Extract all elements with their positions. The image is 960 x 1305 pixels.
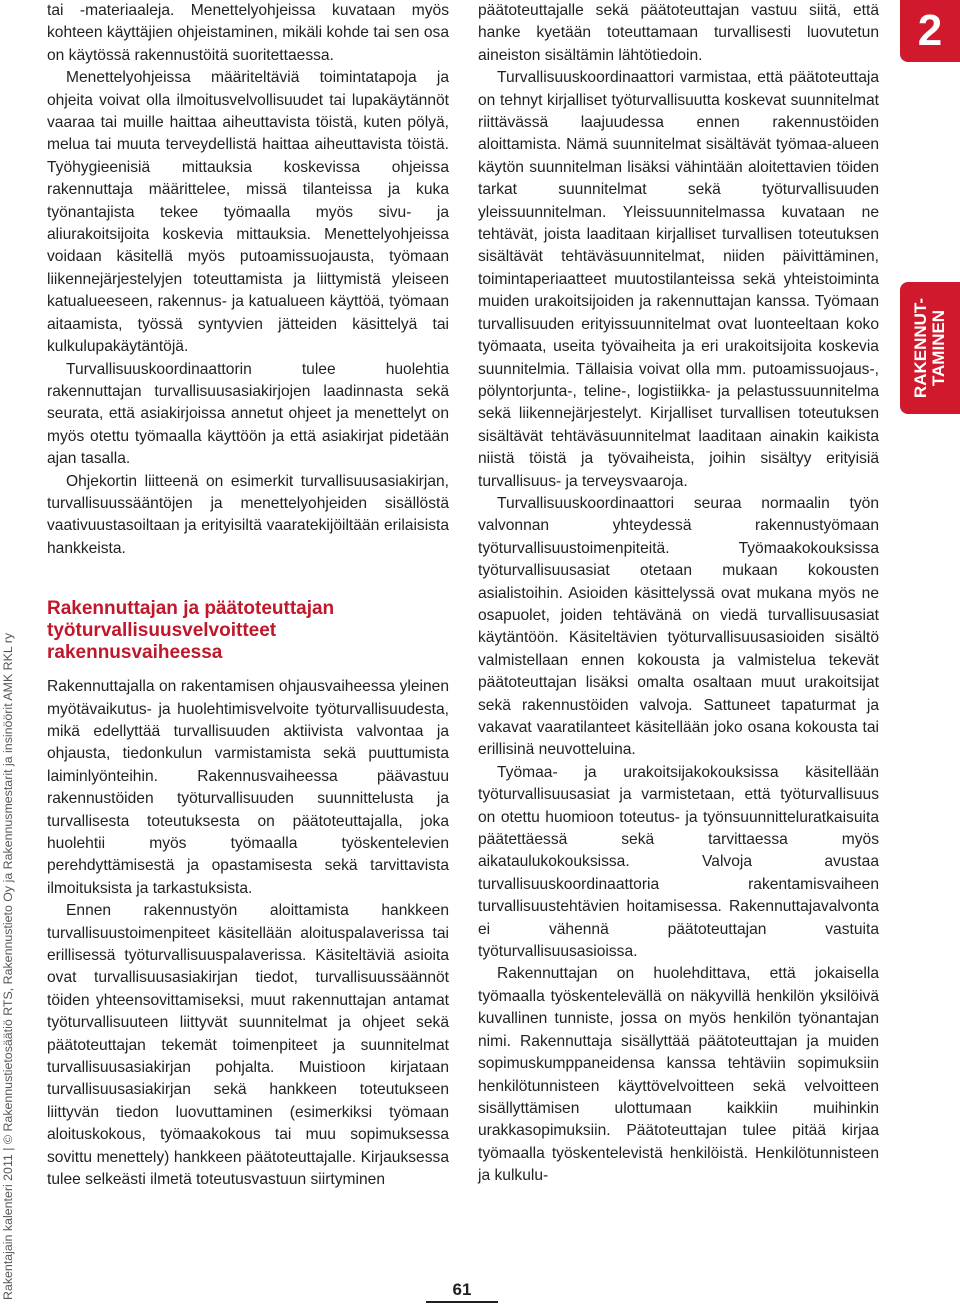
- body-paragraph: Työmaa- ja urakoitsijakokouksissa käsitellään työturvallisuusasiat ja varmistetaan, että työturvallisuus on otettu huomioon toteutus- ja työnsuunnitteluratkaisuita päätettäessä sekä tarvittaessa myös aikataulukokouksissa. Valvoja avustaa turvallisuuskoordinaattoria rakentamisvaiheen turvallisuustehtävien hoitamisessa. Rakennuttajavalvonta ei vähennä päätoteuttajan vastuita työturvallisuusasioissa.: [478, 763, 879, 961]
- body-paragraph: päätoteuttajalle sekä päätoteuttajan vastuu siitä, että hanke kyetään toteuttamaan turvallisesti luovutetun aineiston sisältämin lähtötiedoin.: [478, 2, 879, 64]
- body-paragraph: Turvallisuuskoordinaattori seuraa normaalin työn valvonnan yhteydessä rakennustyömaan työturvallisuustoimenpiteitä. Työmaakokouksissa työturvallisuusasiat otetaan mukaan kokousten asialistoihin. Asioiden käsittelyssä ovat mukana myös ne osapuolet, joiden tehtävänä on viedä turvallisuusasiat käytäntöön. Käsiteltävien työturvallisuusasioiden sisältö valmistellaan ennen kokousta ja valmistelua tekevät päätoteuttajan lisäksi omalta osaltaan muut urakoitsijat sekä rakennustöiden valvoja. Sattuneet tapaturmat ja vakavat vaaratilanteet käsitellään joko osana kokousta tai erillisinä neuvotteluina.: [478, 494, 879, 759]
- left-text-column: [47, 0, 449, 1192]
- body-paragraph: Rakennuttajan on huolehdittava, että jokaisella työmaalla työskentelevällä on näkyvillä henkilön yksilöivä kuvallinen tunniste, jossa on myös henkilön työnantajan nimi. Rakennuttaja sisällyttää päätoteuttajan ja muiden sopimuskumppaneidensa kanssa tehtäviin sopimuksiin henkilötunnisteen käyttövelvoitteen sekä velvoitteen sisällyttämisen ulottumaan kaikkiin muihinkin urakkasopimuksiin. Päätoteuttajan tulee pitää kirjaa työmaalla työskentelevistä henkilöistä. Henkilötunnisteen ja kulkulu-: [478, 965, 879, 1185]
- chapter-number-tab: 2: [900, 0, 960, 62]
- body-paragraph: Rakennuttajalla on rakentamisen ohjausvaiheessa yleinen myötävaikutus- ja huolehtimisvelvoite työturvallisuudesta, mikä edellyttää turvallisuuden aktiivista valvontaa ja ohjausta, tiedonkulun varmistamista sekä puuttumista laiminlyönteihin. Rakennusvaiheessa päävastuu rakennustöiden työturvallisuuden suunnittelusta ja turvallisesta toteutuksesta on päätoteuttajalla, joka huolehtii myös työmaalla työskentelevien perehdyttämisestä ja opastamisesta sekä tarvittavista ilmoituksista ja tarkastuksista.: [47, 678, 449, 897]
- section-label: RAKENNUT- TAMINEN: [911, 297, 948, 399]
- body-paragraph: Turvallisuuskoordinaattorin tulee huolehtia rakennuttajan turvallisuusasiakirjojen laadinnasta sekä seurata, että asiakirjoissa annetut ohjeet ja menettelyt on myös otettu työmaalla käyttöön ja että asiakirjat pidetään ajan tasalla.: [47, 360, 449, 468]
- body-paragraph: Menettelyohjeissa määriteltäviä toimintatapoja ja ohjeita voivat olla ilmoitusvelvollisuudet tai lupakäytännöt vaaraa tai muille haittaa aiheuttavista töistä, kuten pölyä, melua tai muuta terveydellistä haittaa aiheuttavista töistä. Työhygieenisiä mittauksia koskevissa ohjeissa rakennuttaja määrittelee, missä tilanteissa ja kuka työnantajista tekee työmaalla myös sivu- ja aliurakoitsijoita koskevia mittauksia. Menettelyohjeissa voidaan käsitellä myös putoamissuojausta, työmaan liikennejärjestelyjen toteuttamista ja liittymistä yleiseen katualueeseen, rakennus- ja katualueen käyttöä, työmaan aitaamista, työssä syntyvien jätteiden käsittelyä tai kulkulupakäytäntöjä.: [47, 69, 449, 356]
- body-paragraph: tai -materiaaleja. Menettelyohjeissa kuvataan myös kohteen käyttäjien ohjeistaminen, mikäli kohde tai sen osa on käytössä rakennustöitä suoritettaessa.: [47, 2, 449, 64]
- page-number-rule: [426, 1301, 498, 1303]
- body-paragraph: Ohjekortin liitteenä on esimerkit turvallisuusasiakirjan, turvallisuussääntöjen ja menettelyohjeiden sisällöstä vaativuustasoiltaan ja erityisiltä vaaratekijöiltään erilaisista hankkeista.: [47, 472, 449, 557]
- section-label-tab: [900, 282, 960, 414]
- body-paragraph: Ennen rakennustyön aloittamista hankkeen turvallisuustoimenpiteet käsitellään aloituspalaverissa tai erillisessä työturvallisuuspalaverissa. Käsiteltäviä asioita ovat turvallisuusasiakirjan tiedot, turvallisuussäännöt töiden yhteensovittamiseksi, muut rakennuttajan antamat työturvallisuuteen liittyvät suunnitelmat ja ohjeet sekä päätoteuttajan tekemät toimenpiteet ja suunnitelmat turvallisuusasiakirjan pohjalta. Muistioon kirjataan turvallisuusasiakirjan sekä hankkeen toteutukseen liittyvän tiedon luovuttaminen (esimerkiksi työmaan aloituskokous, työmaakokous tai muu sopimuksessa sovittu menettely) hankkeen päätoteuttajalle. Kirjauksessa tulee selkeästi ilmetä toteutusvastuun siirtyminen: [47, 902, 449, 1189]
- page-number: 61: [452, 1280, 472, 1299]
- body-paragraph: Turvallisuuskoordinaattori varmistaa, että päätoteuttaja on tehnyt kirjalliset työturvallisuutta koskevat suunnitelmat riittävässä laajuudessa ennen rakennustöiden aloittamista. Nämä suunnitelmat sisältävät työmaa-alueen käytön suunnitelman lisäksi vähintään aloitettavien töiden tarkat suunnitelmat sekä työturvallisuuden yleissuunnitelman. Yleissuunnitelmassa kuvataan ne tehtävät, joista laaditaan kirjalliset turvallisen toteutuksen sisältävät tehtäväsuunnitelmat, niiden päivittäminen, toimintaperiaatteet muutostilanteissa sekä yhteistoiminta muiden urakoitsijoiden ja rakennuttajan kanssa. Työmaan turvallisuuden erityissuunnitelmat ovat luonteeltaan koko työmaata, useita työvaiheita ja eri urakoitsijoita koskevia suunnitelmia. Tällaisia voivat olla mm. putoamissuojaus-, pölyntorjunta-, teline-, logistiikka- ja pelastussuunnitelma sekä liikennejärjestelyt. Kirjalliset turvallisen toteutuksen sisältävät tehtäväsuunnitelmat laaditaan ainakin kaikista niistä töistä ja työvaiheista, joihin sisältyy erityisiä turvallisuus- ja terveysvaaroja.: [478, 69, 879, 490]
- section-heading: Rakennuttajan ja päätoteuttajan työturvallisuusvelvoitteet rakennusvaiheessa: [47, 598, 335, 664]
- side-credit-text: Rakentajain kalenteri 2011 | © Rakennustietosäätiö RTS, Rakennustieto Oy ja Rakennusmestarit ja insinöörit AMK RKL ry: [1, 632, 15, 1300]
- right-text-column: [478, 0, 879, 1188]
